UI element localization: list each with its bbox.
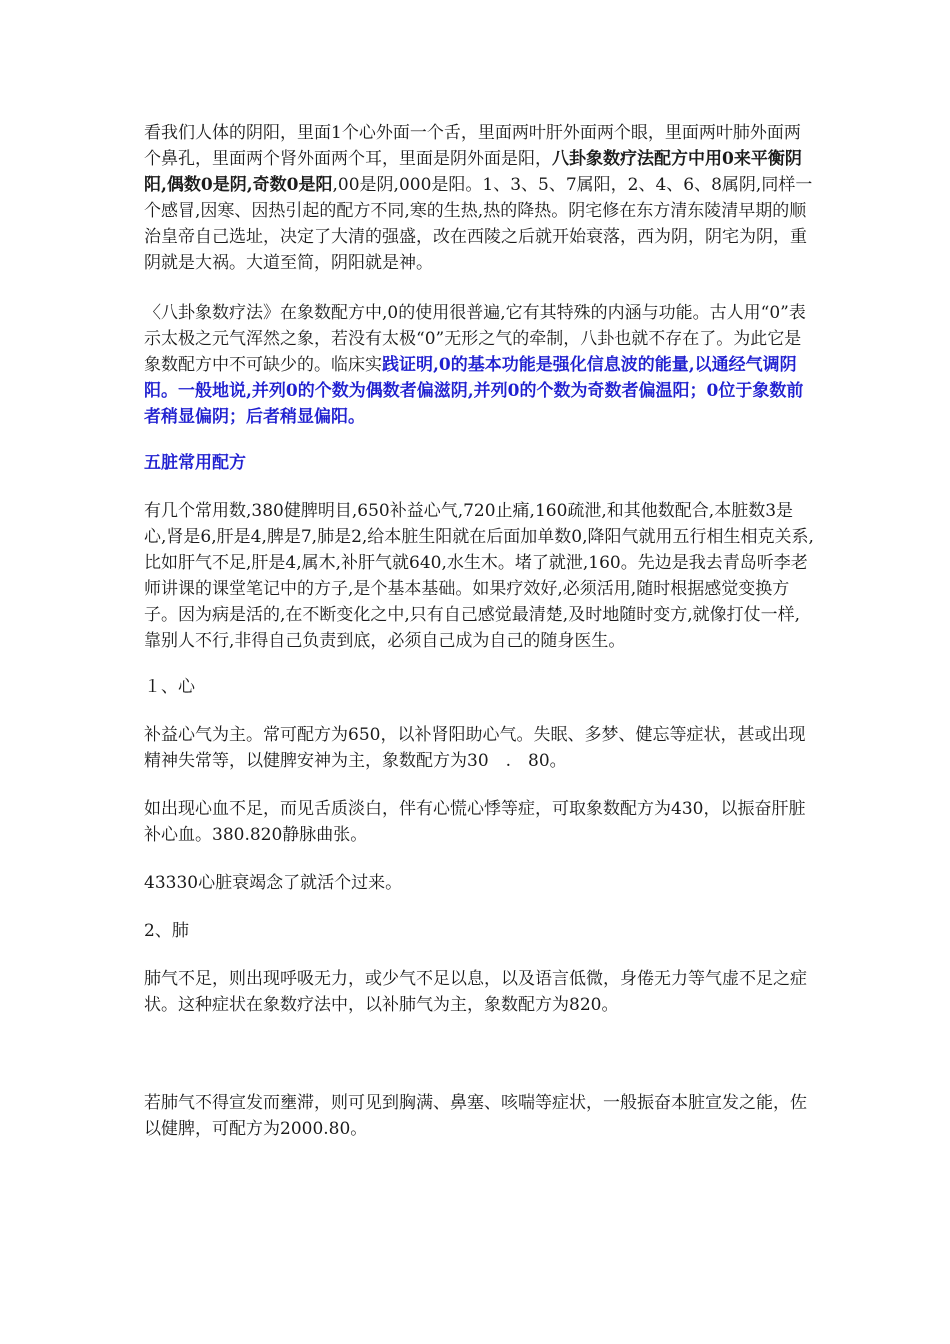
paragraph-heart-failure: 43330心脏衰竭念了就活个过来。	[144, 873, 403, 893]
paragraph-text: 〈八卦象数疗法》在象数配方中,0的使用很普遍,它有其特殊的内涵与功能。古人用“0”表示太极之元气浑然之象，若没有太极“0”无形之气的牵制，八卦也就不存在了。为此它是象数配方中不可缺少的。临床实	[144, 303, 806, 375]
document-page	[144, 120, 814, 1142]
blue-emphasis: 践证明,0的基本功能是强化信息波的能量,以通经气调阴阳。一般地说,并列0的个数为偶数者偏滋阴,并列0的个数为奇数者偏温阳；0位于象数前者稍显偏阴；后者稍显偏阳。	[144, 355, 804, 427]
paragraph-text: 看我们人体的阴阳，里面1个心外面一个舌，里面两叶肝外面两个眼，里面两叶肺外面两个鼻孔，里面两个肾外面两个耳，里面是阴外面是阳，	[144, 123, 801, 169]
paragraph-yin-yang	[144, 120, 814, 276]
paragraph-text: ,00是阴,000是阳。1、3、5、7属阳，2、4、6、8属阴,同样一个感冒,因寒、因热引起的配方不同,寒的生热,热的降热。阴宅修在东方清东陵清早期的顺治皇帝自己选址，决定了大清的强盛，改在西陵之后就开始衰落，西为阴，阴宅为阴，重阴就是大祸。大道至简，阴阳就是神。	[144, 175, 813, 273]
paragraph-lung-stagnation: 若肺气不得宣发而壅滞，则可见到胸满、鼻塞、咳喘等症状，一般振奋本脏宣发之能，佐以健脾，可配方为2000.80。	[144, 1093, 807, 1139]
paragraph-heart-blood: 如出现心血不足，而见舌质淡白，伴有心慌心悸等症，可取象数配方为430，以振奋肝脏补心血。380.820静脉曲张。	[144, 799, 806, 845]
paragraph-common-numbers: 有几个常用数,380健脾明目,650补益心气,720止痛,160疏泄,和其他数配合,本脏数3是心,肾是6,肝是4,脾是7,肺是2,给本脏生阳就在后面加单数0,降阳气就用五行相生相克关系,比如肝气不足,肝是4,属木,补肝气就640,水生木。堵了就泄,160。先边是我去青岛听李老师讲课的课堂笔记中的方子,是个基本基础。如果疗效好,必须活用,随时根据感觉变换方子。因为病是活的,在不断变化之中,只有自己感觉最清楚,及时地随时变方,就像打仗一样,靠别人不行,非得自己负责到底，必须自己成为自己的随身医生。	[144, 501, 814, 651]
section-heading: 五脏常用配方	[144, 453, 246, 473]
subsection-lung: 2、肺	[144, 921, 189, 941]
paragraph-heart-qi: 补益心气为主。常可配方为650，以补肾阳助心气。失眠、多梦、健忘等症状，甚或出现精神失常等，以健脾安神为主，象数配方为30 . 80。	[144, 725, 806, 771]
bold-emphasis: 八卦象数疗法配方中用0来平衡阴阳,偶数0是阴,奇数0是阳	[144, 149, 802, 195]
subsection-heart: １、心	[144, 677, 195, 697]
paragraph-zero-usage	[144, 300, 814, 430]
paragraph-lung-qi: 肺气不足，则出现呼吸无力，或少气不足以息，以及语言低微，身倦无力等气虚不足之症状。这种症状在象数疗法中，以补肺气为主，象数配方为820。	[144, 969, 807, 1015]
